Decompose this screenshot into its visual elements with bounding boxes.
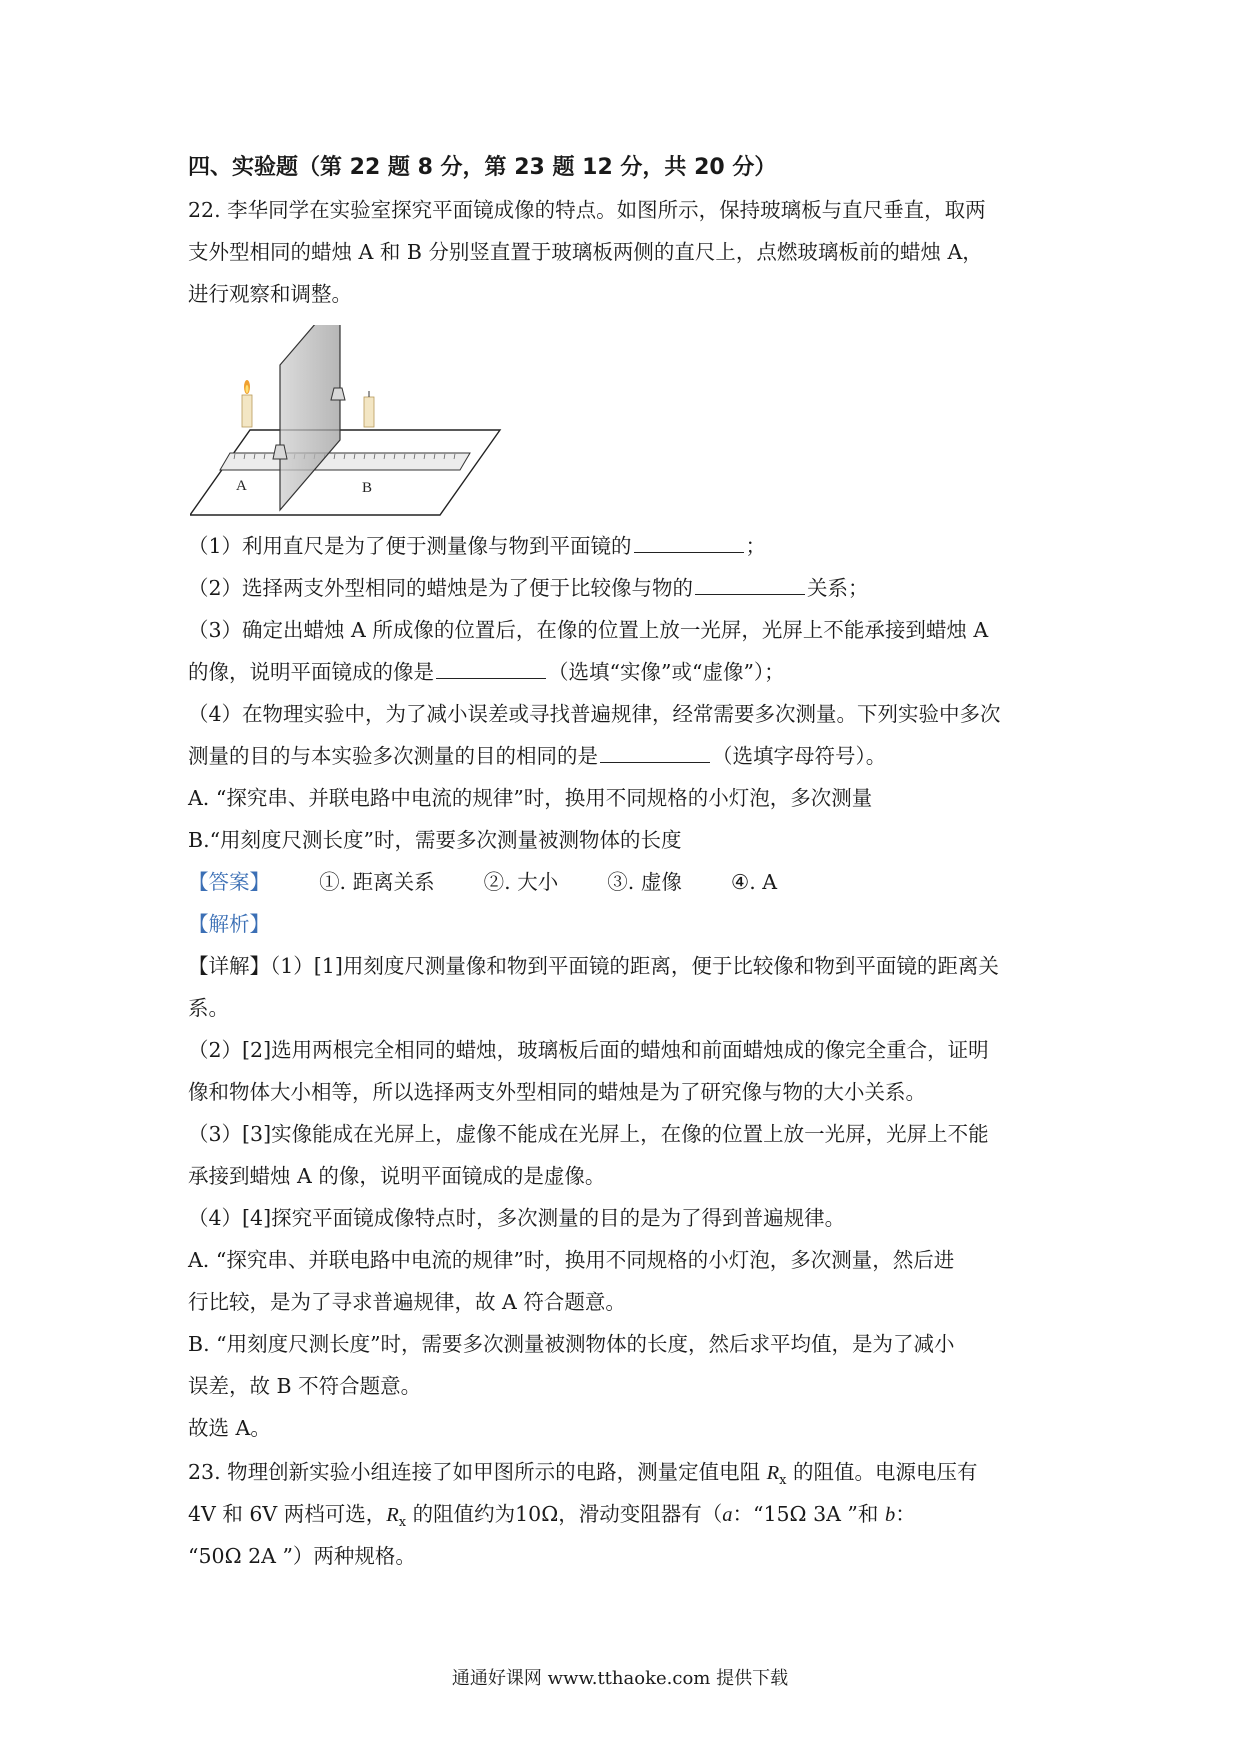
q22-answer-row (188, 868, 777, 896)
q23-line-1: 23. 物理创新实验小组连接了如甲图所示的电路，测量定值电阻 $R_x$ 的阻值。电源电压有 (188, 1460, 978, 1489)
table-surface (190, 430, 500, 515)
detail-line-1: 【详解】（1）[1]用刻度尺测量像和物到平面镜的距离，便于比较像和物到平面镜的距离关 (188, 954, 999, 978)
blank-3[interactable] (436, 658, 546, 679)
detail-line-3: （2）[2]选用两根完全相同的蜡烛，玻璃板后面的蜡烛和前面蜡烛成的像完全重合，证明 (188, 1038, 989, 1062)
blank-1[interactable] (634, 532, 744, 553)
answer-tag: 【答案】 (188, 870, 270, 894)
q22-option-a: A. “探究串、并联电路中电流的规律”时，换用不同规格的小灯泡，多次测量 (188, 786, 873, 810)
detail-line-4: 像和物体大小相等，所以选择两支外型相同的蜡烛是为了研究像与物的大小关系。 (188, 1080, 926, 1104)
label-a: A (236, 478, 247, 494)
blank-2[interactable] (695, 574, 805, 595)
glass-support-back (331, 388, 345, 400)
detail-tag: 【详解】 (188, 954, 270, 978)
detail-line-10: B. “用刻度尺测长度”时，需要多次测量被测物体的长度，然后求平均值，是为了减小 (188, 1332, 955, 1356)
analysis-tag: 【解析】 (188, 912, 270, 936)
q22-sub4-line2: 测量的目的与本实验多次测量的目的相同的是 （选填字母符号）。 (188, 744, 887, 768)
glass-support-front (273, 445, 287, 459)
q22-sub1: （1）利用直尺是为了便于测量像与物到平面镜的 ； (188, 534, 767, 558)
answer-1: ①. 距离关系 (319, 870, 435, 894)
page-footer: 通通好课网 www.tthaoke.com 提供下载 (451, 1668, 789, 1689)
q22-sub4-line1: （4）在物理实验中，为了减小误差或寻找普遍规律，经常需要多次测量。下列实验中多次 (188, 702, 1001, 726)
answer-3: ③. 虚像 (607, 870, 682, 894)
detail-line-11: 误差，故 B 不符合题意。 (188, 1374, 422, 1398)
answer-4: ④. A (730, 870, 778, 894)
detail-line-5: （3）[3]实像能成在光屏上，虚像不能成在光屏上，在像的位置上放一光屏，光屏上不能 (188, 1122, 989, 1146)
candle-b (364, 391, 374, 427)
detail-line-8: A. “探究串、并联电路中电流的规律”时，换用不同规格的小灯泡，多次测量，然后进 (188, 1248, 955, 1272)
candle-a (242, 380, 252, 427)
blank-4[interactable] (600, 742, 710, 763)
detail-line-6: 承接到蜡烛 A 的像，说明平面镜成的是虚像。 (188, 1164, 606, 1188)
plane-mirror-figure (190, 325, 510, 525)
detail-line-7: （4）[4]探究平面镜成像特点时，多次测量的目的是为了得到普遍规律。 (188, 1206, 846, 1230)
q23-line-2: 4V 和 6V 两档可选，$R_x$ 的阻值约为10Ω，滑动变阻器有（a：“15Ω 3A ”和 b： (188, 1502, 916, 1531)
detail-line-9: 行比较，是为了寻求普遍规律，故 A 符合题意。 (188, 1290, 626, 1314)
q22-sub2: （2）选择两支外型相同的蜡烛是为了便于比较像与物的 关系； (188, 576, 869, 600)
label-b: B (362, 480, 373, 496)
q23-line-3: “50Ω 2A ”）两种规格。 (188, 1544, 416, 1568)
section-title: 四、实验题（第 22 题 8 分，第 23 题 12 分，共 20 分） (188, 155, 777, 180)
q22-stem-line-1: 22. 李华同学在实验室探究平面镜成像的特点。如图所示，保持玻璃板与直尺垂直，取两 (188, 198, 986, 222)
q22-sub3-line1: （3）确定出蜡烛 A 所成像的位置后，在像的位置上放一光屏，光屏上不能承接到蜡烛 A (188, 618, 989, 642)
q22-stem-line-3: 进行观察和调整。 (188, 282, 352, 306)
answer-2: ②. 大小 (483, 870, 559, 894)
q22-stem-line-2: 支外型相同的蜡烛 A 和 B 分别竖直置于玻璃板两侧的直尺上，点燃玻璃板前的蜡烛 A， (188, 240, 983, 264)
detail-line-2: 系。 (188, 996, 229, 1020)
detail-line-12: 故选 A。 (188, 1416, 271, 1440)
q22-sub3-line2: 的像，说明平面镜成的像是 （选填“实像”或“虚像”）； (188, 660, 785, 684)
q22-option-b: B.“用刻度尺测长度”时，需要多次测量被测物体的长度 (188, 828, 682, 852)
